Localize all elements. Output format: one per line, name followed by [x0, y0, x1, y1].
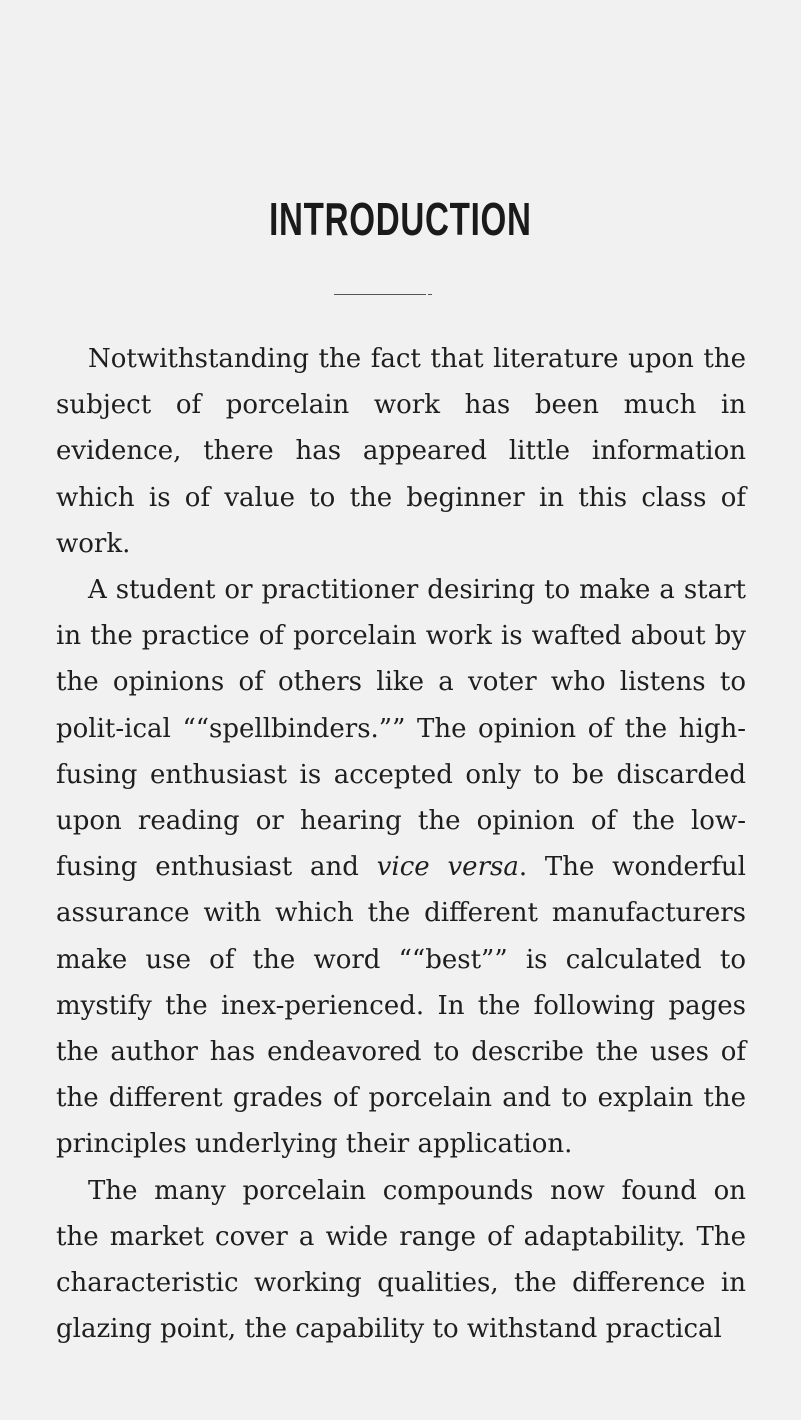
body-text [56, 336, 746, 1352]
heading-rule-tick [428, 294, 432, 295]
paragraph-1: Notwithstanding the fact that literature upon the subject of porcelain work has been much in evidence, there has appeared little information which is of value to the beginner in this class of work. [56, 344, 746, 559]
heading-rule [334, 294, 426, 295]
paragraph-2-text-b: . The wonderful assurance with which the different manufacturers make use of the word ““best”” is calculated to mystify the inex-perienced. In the following pages the author has endeavored to describe the uses of the different grades of porcelain and to explain the principles underlying their application. [56, 852, 746, 1160]
paragraph-2-italic: vice versa [376, 852, 519, 883]
paragraph-2-text-a: A student or practitioner desiring to make a start in the practice of porcelain work is wafted about by the opinions of others like a voter who listens to polit-ical ““spellbinders.”” The opinion of the high-fusing enthusiast is accepted only to be discarded upon reading or hearing the opinion of the low-fusing enthusiast and [56, 575, 746, 883]
paragraph-2 [56, 567, 746, 1168]
chapter-heading: INTRODUCTION [269, 193, 532, 245]
paragraph-3: The many porcelain compounds now found on the market cover a wide range of adaptability. The characteristic working qualities, the difference in glazing point, the capability to withstand practical [56, 1175, 746, 1345]
